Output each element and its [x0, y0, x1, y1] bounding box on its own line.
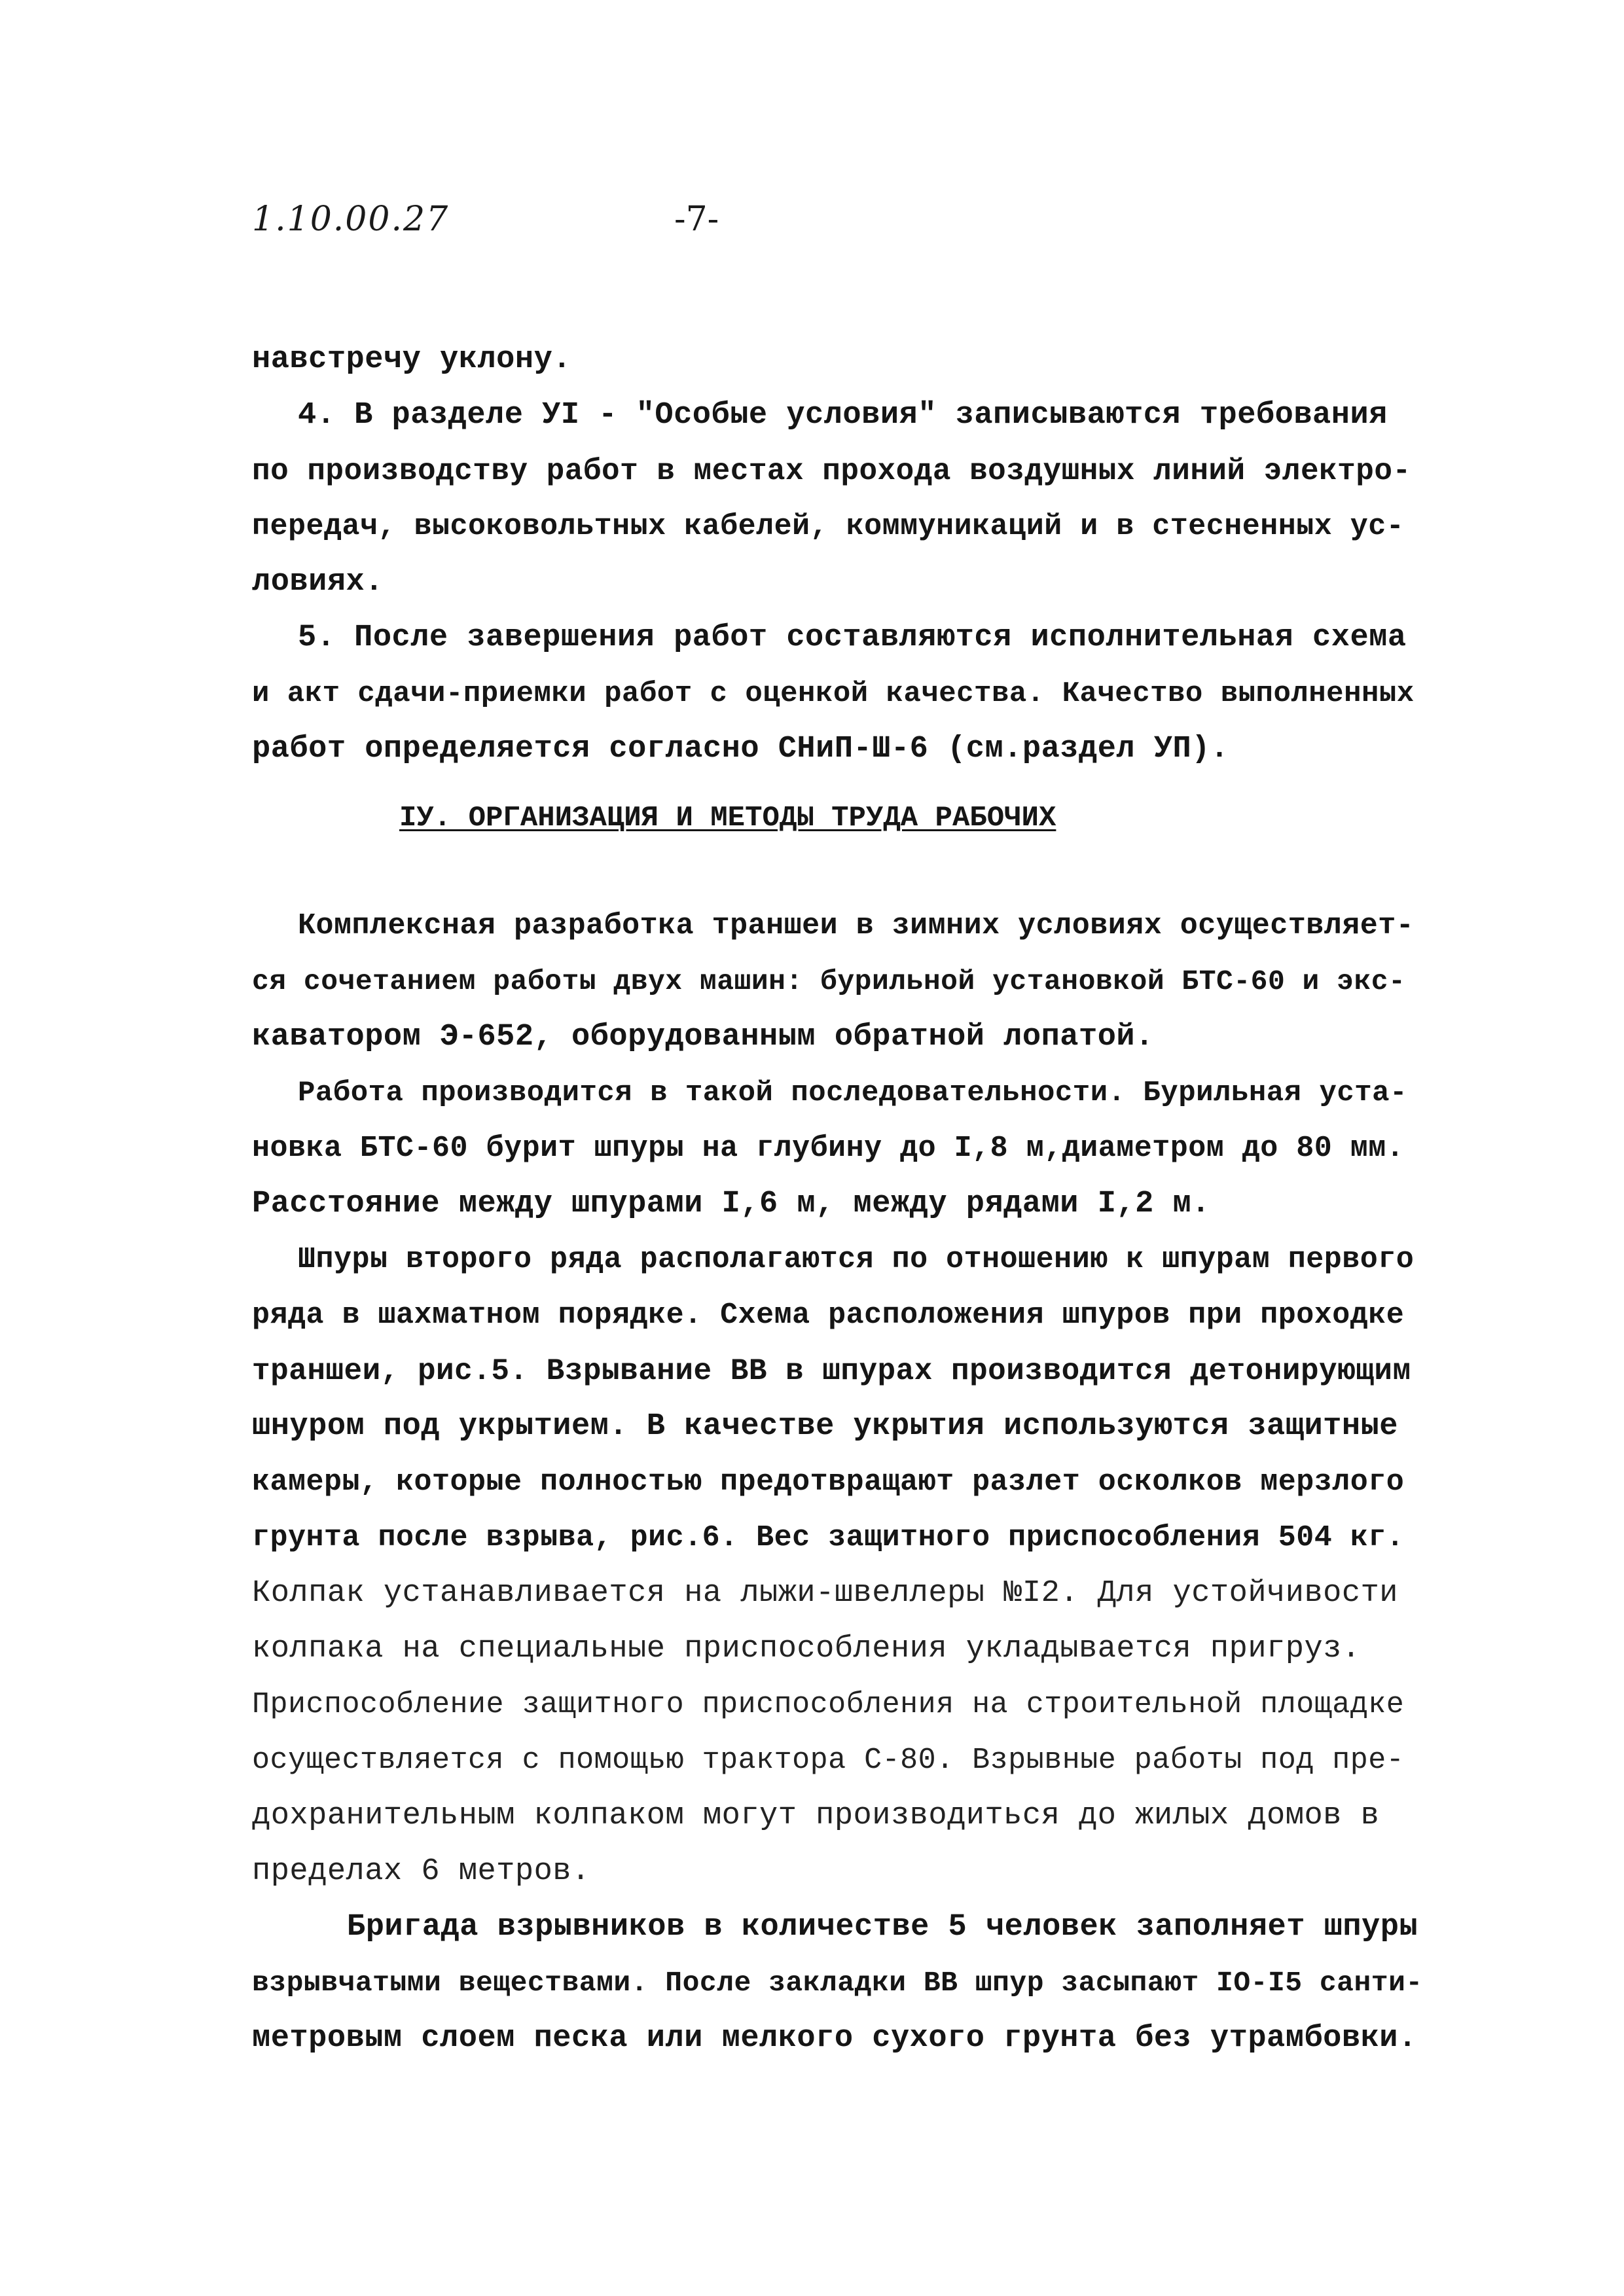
text-line: дохранительным колпаком могут производиться до жилых домов в [252, 1799, 1380, 1833]
text-line: и акт сдачи-приемки работ с оценкой качества. Качество выполненных [252, 677, 1415, 710]
text-line: Бригада взрывников в количестве 5 человек заполняет шпуры [347, 1910, 1418, 1945]
text-line: 5. После завершения работ составляются исполнительная схема [298, 620, 1407, 655]
text-line: передач, высоковольтных кабелей, коммуникаций и в стесненных ус- [252, 510, 1405, 543]
text-line: камеры, которые полностью предотвращают разлет осколков мерзлого [252, 1465, 1405, 1499]
text-line: осуществляется с помощью трактора С-80. Взрывные работы под пре- [252, 1744, 1405, 1777]
text-line: ловиях. [252, 565, 384, 600]
section-heading: IУ. ОРГАНИЗАЦИЯ И МЕТОДЫ ТРУДА РАБОЧИХ [399, 802, 1056, 834]
text-line: навстречу уклону. [252, 342, 571, 377]
text-line: грунта после взрыва, рис.6. Вес защитного приспособления 504 кг. [252, 1521, 1405, 1554]
text-line: траншеи, рис.5. Взрывание ВВ в шпурах производится детонирующим [252, 1354, 1411, 1388]
text-line: Приспособление защитного приспособления на строительной площадке [252, 1688, 1405, 1721]
document-code: 1.10.00.27 [252, 200, 450, 239]
text-line: Комплексная разработка траншеи в зимних условиях осуществляет- [298, 909, 1415, 942]
text-line: Колпак устанавливается на лыжи-швеллеры №I2. Для устойчивости [252, 1576, 1398, 1611]
text-line: по производству работ в местах прохода воздушных линий электро- [252, 454, 1411, 488]
text-line: шнуром под укрытием. В качестве укрытия используются защитные [252, 1409, 1398, 1444]
text-line: Расстояние между шпурами I,6 м, между рядами I,2 м. [252, 1187, 1210, 1221]
text-line: 4. В разделе УI - "Особые условия" записываются требования [298, 398, 1388, 433]
text-line: пределах 6 метров. [252, 1854, 590, 1889]
text-line: работ определяется согласно СНиП-Ш-6 (см.раздел УП). [252, 732, 1229, 766]
text-line: ся сочетанием работы двух машин: бурильной установкой БТС-60 и экс- [252, 965, 1406, 997]
text-line: метровым слоем песка или мелкого сухого грунта без утрамбовки. [252, 2021, 1417, 2056]
text-line: новка БТС-60 бурит шпуры на глубину до I,8 м,диаметром до 80 мм. [252, 1132, 1405, 1165]
text-line: каватором Э-652, оборудованным обратной лопатой. [252, 1020, 1154, 1054]
page-number: -7- [674, 200, 719, 239]
text-line: колпака на специальные приспособления укладывается пригруз. [252, 1632, 1361, 1666]
text-line: ряда в шахматном порядке. Схема расположения шпуров при проходке [252, 1299, 1405, 1332]
text-line: Шпуры второго ряда располагаются по отношению к шпурам первого [298, 1243, 1415, 1276]
text-line: Работа производится в такой последовательности. Бурильная уста- [298, 1077, 1407, 1109]
text-line: взрывчатыми веществами. После закладки ВВ шпур засыпают IO-I5 санти- [252, 1967, 1423, 1999]
